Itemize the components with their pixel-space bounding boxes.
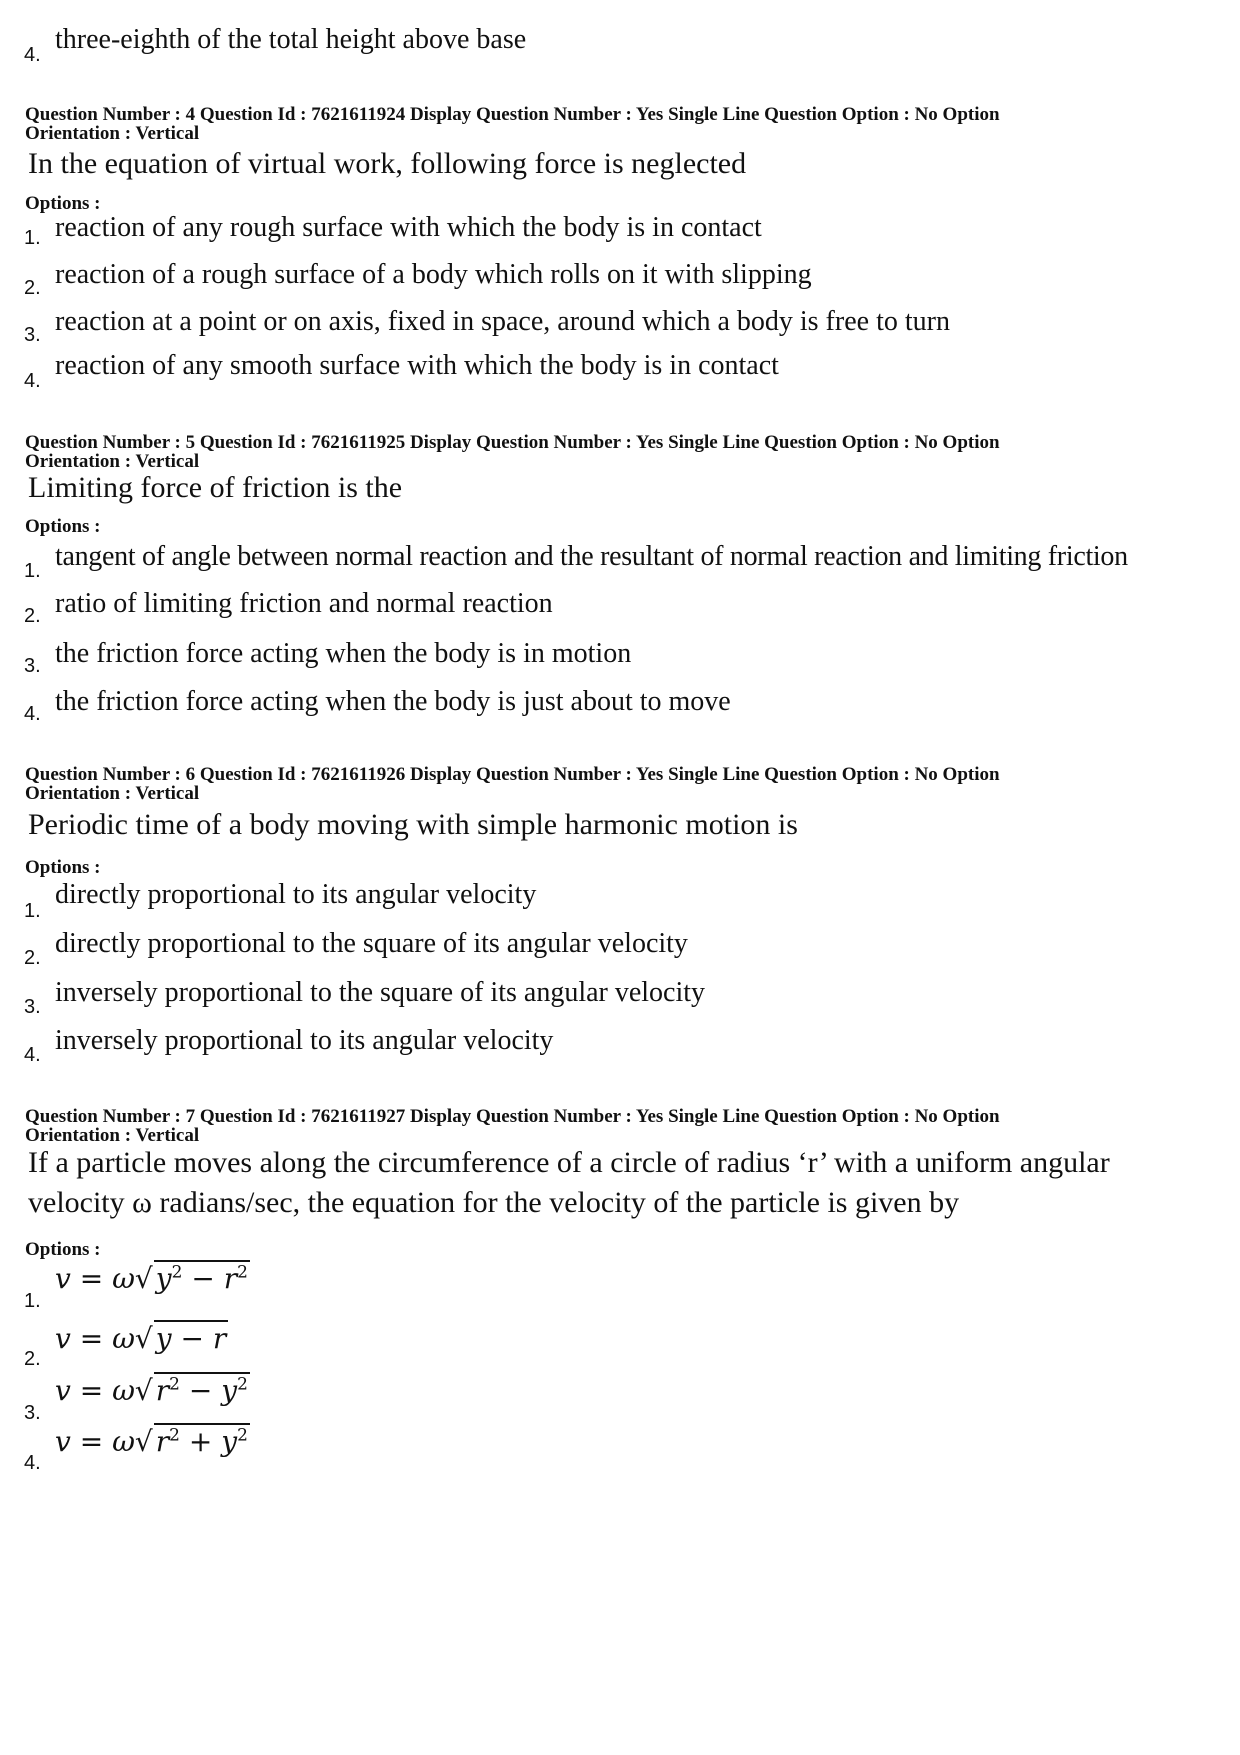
options-label: Options : [25, 516, 101, 537]
options-label: Options : [25, 1239, 101, 1260]
option-text: reaction of any smooth surface with which the body is in contact [55, 350, 779, 381]
option-number: 4. [24, 1452, 41, 1474]
option-text: directly proportional to its angular velocity [55, 879, 537, 910]
option-number: 3. [24, 1402, 41, 1424]
option-formula: v = ω√ y − r [55, 1322, 227, 1355]
option-number: 3. [24, 655, 41, 677]
options-label: Options : [25, 193, 101, 214]
option-text: reaction of a rough surface of a body which rolls on it with slipping [55, 259, 812, 290]
option-number: 2. [24, 1348, 41, 1370]
option-number: 3. [24, 996, 41, 1018]
question-text: Periodic time of a body moving with simple harmonic motion is [28, 808, 798, 841]
option-number: 2. [24, 277, 41, 299]
question-header: Question Number : 7 Question Id : 7621611927 Display Question Number : Yes Single Line Question Option : No Option [25, 1106, 1000, 1127]
option-number: 1. [24, 560, 41, 582]
question-header-orientation: Orientation : Vertical [25, 783, 200, 804]
option-number: 4. [24, 44, 41, 66]
option-number: 1. [24, 1290, 41, 1312]
option-number: 2. [24, 605, 41, 627]
option-number: 1. [24, 900, 41, 922]
option-number: 3. [24, 324, 41, 346]
question-header-orientation: Orientation : Vertical [25, 1125, 200, 1146]
option-text: reaction of any rough surface with which the body is in contact [55, 212, 762, 243]
option-text: directly proportional to the square of its angular velocity [55, 928, 688, 959]
option-formula: v = ω√ $y^2 - r^2$ [55, 1262, 248, 1295]
option-text: the friction force acting when the body is just about to move [55, 686, 731, 717]
option-number: 2. [24, 947, 41, 969]
options-label: Options : [25, 857, 101, 878]
option-formula: v = ω√ $r^2 + y^2$ [55, 1425, 248, 1458]
option-text: tangent of angle between normal reaction and the resultant of normal reaction and limiting friction [55, 541, 1128, 572]
option-text: inversely proportional to the square of its angular velocity [55, 977, 706, 1008]
option-formula: v = ω√ $r^2 - y^2$ [55, 1374, 248, 1407]
option-number: 4. [24, 370, 41, 392]
option-text: ratio of limiting friction and normal reaction [55, 588, 553, 619]
option-text: inversely proportional to its angular velocity [55, 1025, 554, 1056]
question-text-line-1: If a particle moves along the circumference of a circle of radius ‘r’ with a uniform angular [28, 1146, 1110, 1179]
option-number: 4. [24, 1044, 41, 1066]
question-header: Question Number : 5 Question Id : 7621611925 Display Question Number : Yes Single Line Question Option : No Option [25, 432, 1000, 453]
question-header: Question Number : 6 Question Id : 7621611926 Display Question Number : Yes Single Line Question Option : No Option [25, 764, 1000, 785]
question-header-orientation: Orientation : Vertical [25, 451, 200, 472]
option-number: 4. [24, 703, 41, 725]
question-header-orientation: Orientation : Vertical [25, 123, 200, 144]
question-text: Limiting force of friction is the [28, 471, 403, 504]
question-text-line-2: velocity ω radians/sec, the equation for the velocity of the particle is given by [28, 1186, 960, 1219]
option-text: the friction force acting when the body is in motion [55, 638, 632, 669]
option-number: 1. [24, 227, 41, 249]
option-text: three-eighth of the total height above base [55, 24, 527, 55]
question-header: Question Number : 4 Question Id : 7621611924 Display Question Number : Yes Single Line Question Option : No Option [25, 104, 1000, 125]
option-text: reaction at a point or on axis, fixed in space, around which a body is free to turn [55, 306, 950, 337]
question-text: In the equation of virtual work, following force is neglected [28, 147, 747, 180]
